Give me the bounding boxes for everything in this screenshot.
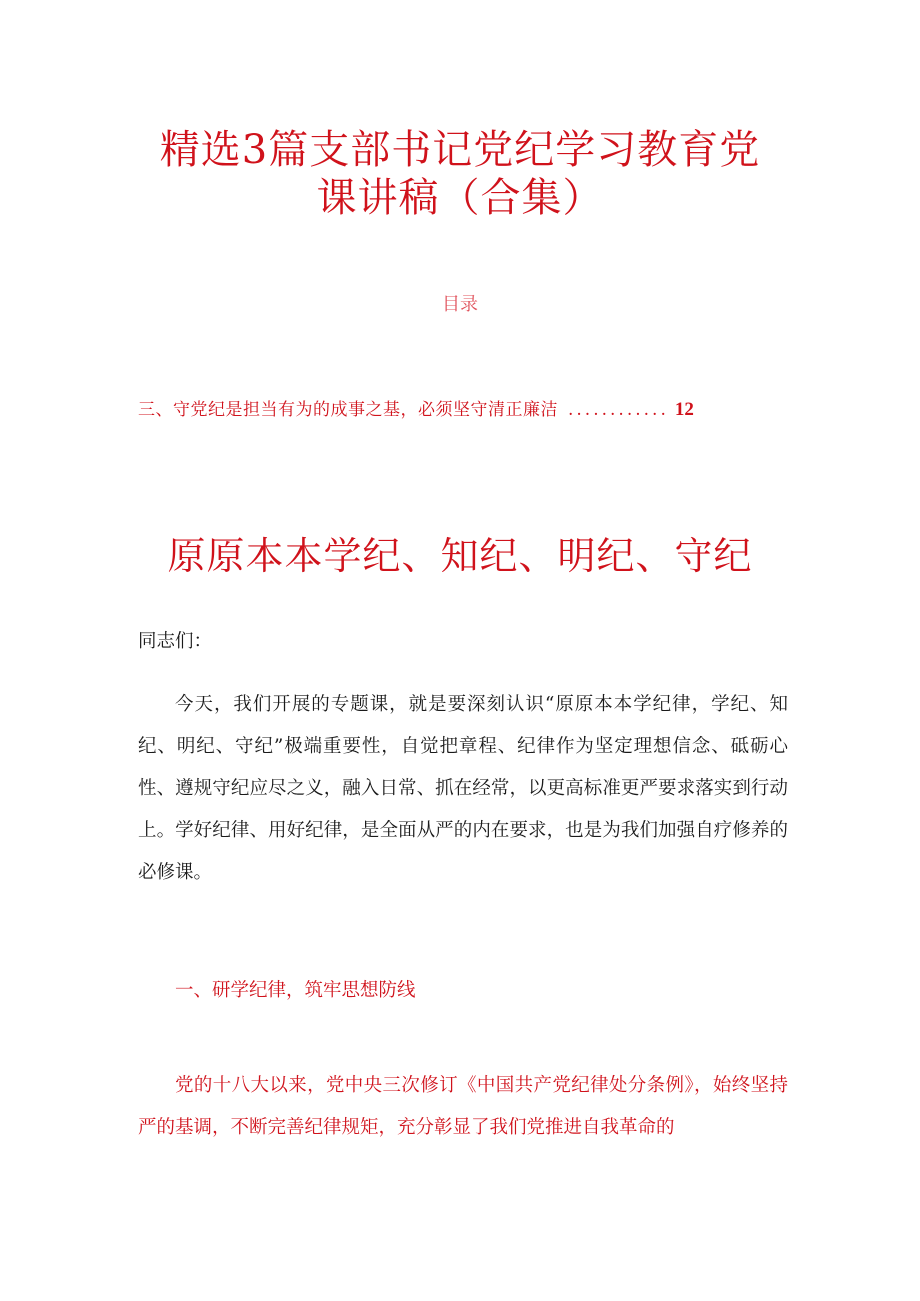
toc-heading: 目录: [442, 294, 478, 315]
paragraph-1: 今天，我们开展的专题课，就是要深刻认识“原原本本学纪律，学纪、知纪、明纪、守纪”极端重要性，自觉把章程、纪律作为坚定理想信念、砥砺心性、遵规守纪应尽之义，融入日常、抓在经常，以更高标准更严要求落实到行动上。学好纪律、用好纪律，是全面从严的内在要求，也是为我们加强自疗修养的必修课。: [138, 694, 788, 883]
section-title: 原原本本学纪、知纪、明纪、守纪: [167, 534, 753, 578]
salutation: 同志们：: [138, 631, 213, 652]
toc-entry-page-number: 12: [674, 399, 694, 420]
paragraph-2: 党的十八大以来，党中央三次修订《中国共产党纪律处分条例》，始终坚持严的基调，不断完善纪律规矩，充分彰显了我们党推进自我革命的: [138, 1075, 788, 1138]
document-title-line-2: 课讲稿（合集）: [316, 175, 604, 221]
subheading-1: 一、研学纪律，筑牢思想防线: [175, 980, 416, 1001]
toc-entry-leader: ............: [568, 400, 669, 420]
toc-entry[interactable]: [138, 395, 778, 421]
toc-entry-text: 三、守党纪是担当有为的成事之基，必须坚守清正廉洁: [138, 400, 558, 420]
document-title-line-1: 精选3篇支部书记党纪学习教育党: [159, 127, 761, 173]
